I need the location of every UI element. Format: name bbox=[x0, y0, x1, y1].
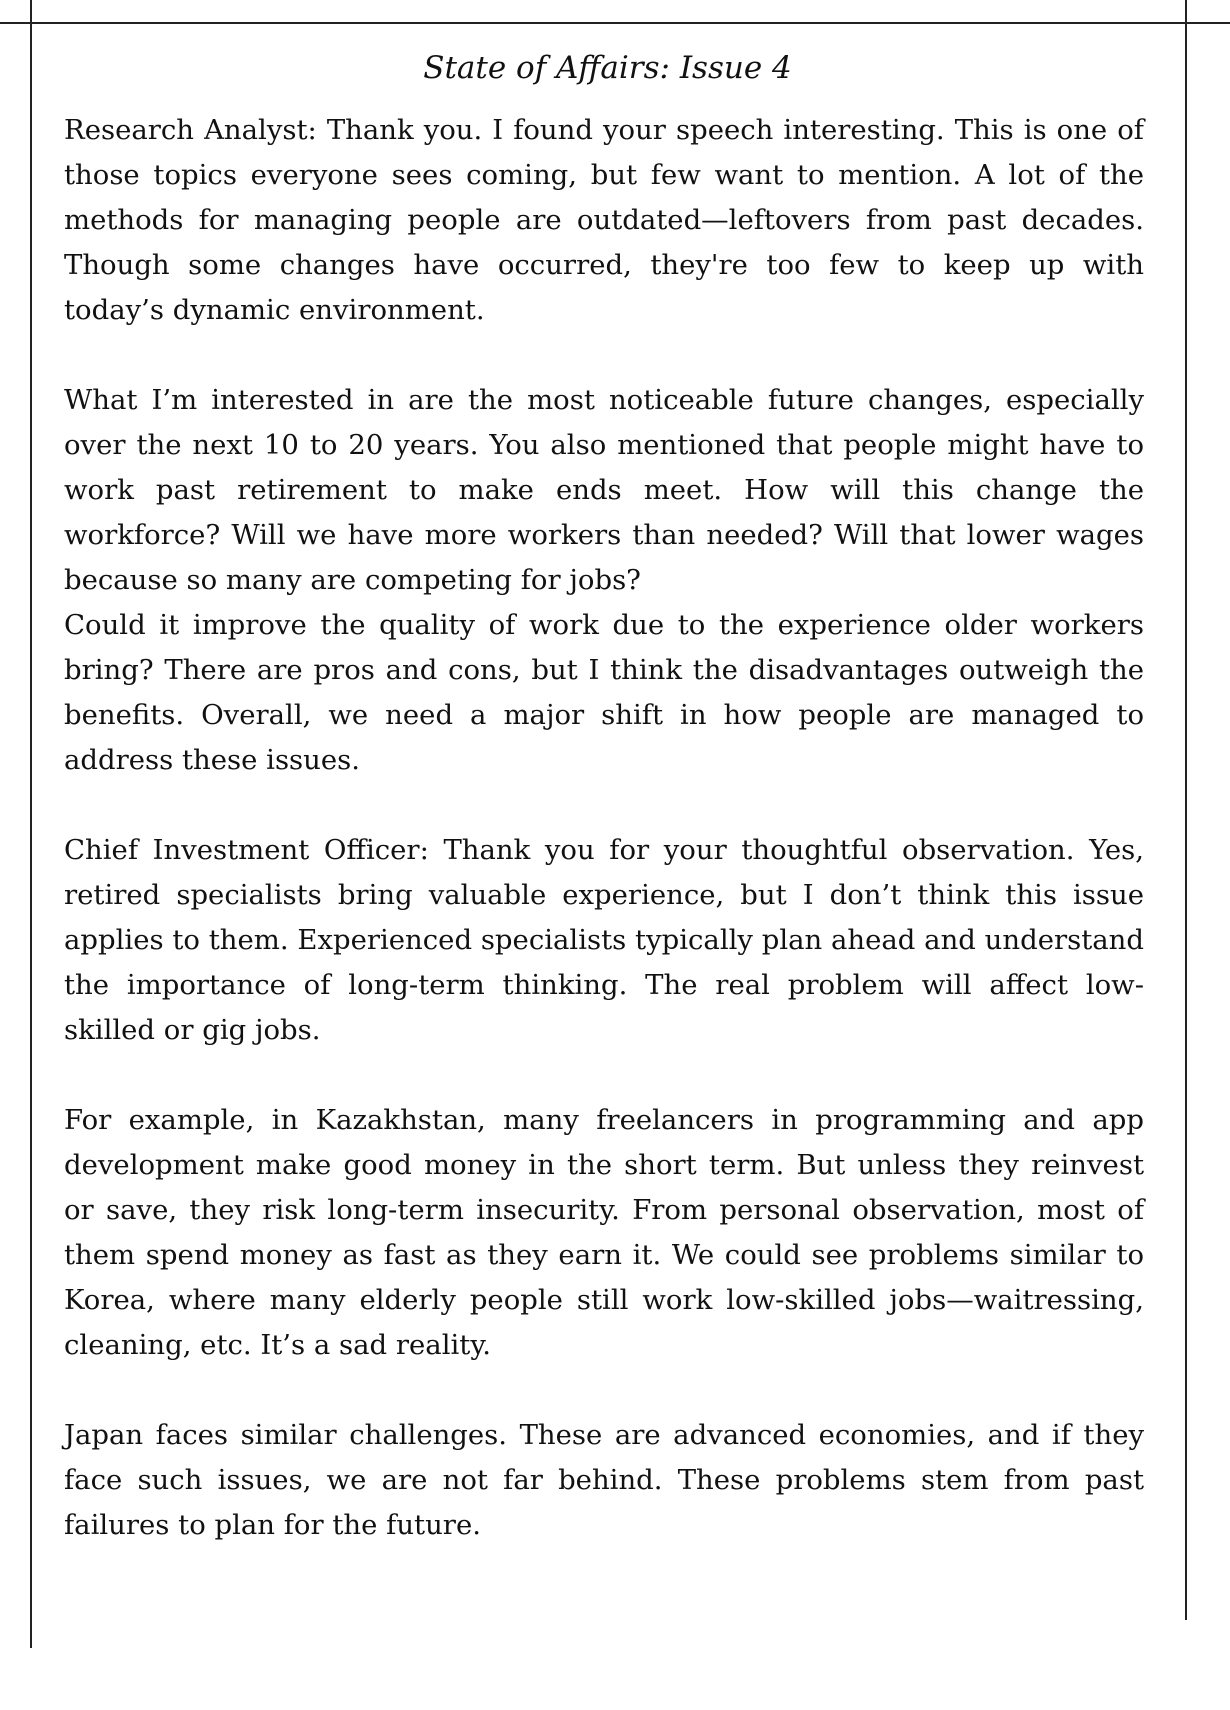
paragraph-pros-and-cons: Could it improve the quality of work due to the experience older workers bring? There are pros and cons, but I think the disadvantages outweigh the benefits. Overall, we need a major shift in how people are managed to address these issues. bbox=[64, 609, 1144, 776]
top-border-line bbox=[0, 22, 1230, 24]
left-border-line bbox=[30, 0, 32, 1648]
paragraph-research-analyst-intro: Research Analyst: Thank you. I found your speech interesting. This is one of those topics everyone sees coming, but few want to mention. A lot of the methods for managing people are outdated—leftovers from past decades. Though some changes have occurred, they're too few to keep up with today’s dynamic environment. bbox=[64, 114, 1144, 326]
article-body bbox=[64, 108, 1144, 1593]
paragraph-cio-response: Chief Investment Officer: Thank you for your thoughtful observation. Yes, retired specialists bring valuable experience, but I don’t think this issue applies to them. Experienced specialists typically plan ahead and understand the importance of long-term thinking. The real problem will affect low-skilled or gig jobs. bbox=[64, 834, 1144, 1046]
paragraph-kazakhstan-example: For example, in Kazakhstan, many freelancers in programming and app development make good money in the short term. But unless they reinvest or save, they risk long-term insecurity. From personal observation, most of them spend money as fast as they earn it. We could see problems similar to Korea, where many elderly people still work low-skilled jobs—waitressing, cleaning, etc. It’s a sad reality. bbox=[64, 1104, 1144, 1361]
paragraph-future-changes: What I’m interested in are the most noticeable future changes, especially over the next 10 to 20 years. You also mentioned that people might have to work past retirement to make ends meet. How will this change the workforce? Will we have more workers than needed? Will that lower wages because so many are competing for jobs? bbox=[64, 384, 1144, 596]
page-title: State of Affairs: Issue 4 bbox=[423, 50, 792, 86]
right-border-line bbox=[1185, 0, 1187, 1620]
paragraph-japan: Japan faces similar challenges. These are advanced economies, and if they face such issues, we are not far behind. These problems stem from past failures to plan for the future. bbox=[64, 1419, 1144, 1541]
